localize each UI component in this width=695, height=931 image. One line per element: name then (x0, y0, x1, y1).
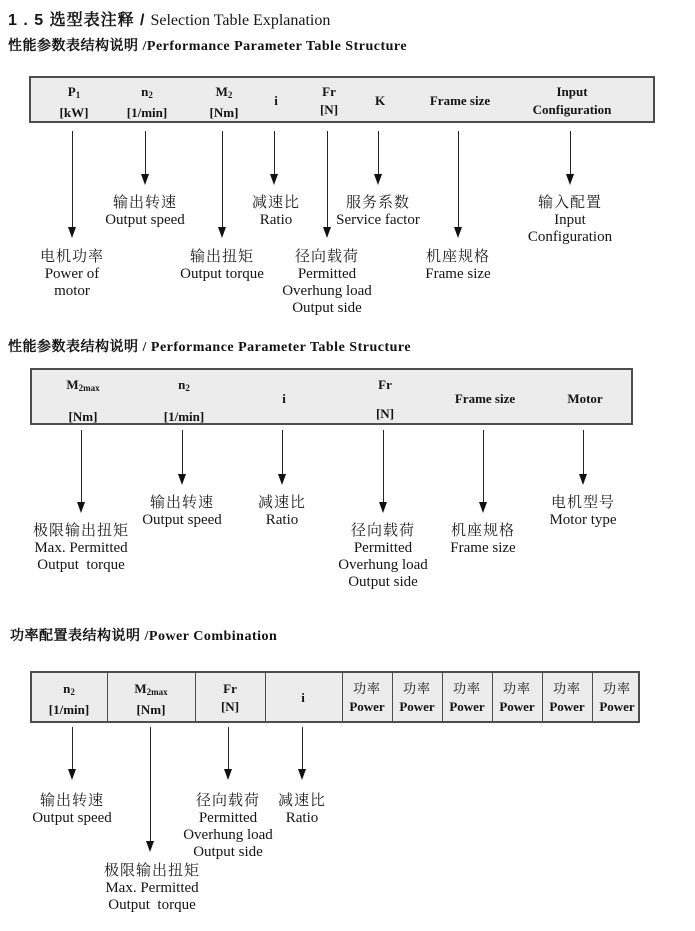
col-header-i (274, 78, 278, 109)
arrow-p1 (72, 131, 73, 227)
callout-motor-type: 电机型号 Motor type (549, 494, 617, 528)
col-header-input-configuration (533, 78, 612, 118)
col-i-symbol: i (301, 690, 305, 705)
arrow-fr (327, 131, 328, 227)
arrow-n2 (145, 131, 146, 174)
col-header-power-2: 功率 Power (399, 681, 435, 714)
table-divider (107, 673, 108, 721)
col-i-symbol: i (274, 93, 278, 108)
section2-table (30, 368, 633, 425)
arrow-i (282, 430, 283, 474)
col-n2-unit: [1/min] (126, 105, 168, 120)
table-divider (592, 673, 593, 721)
col-header-power-4: 功率 Power (499, 681, 535, 714)
callout-ratio: 减速比 Ratio (257, 494, 307, 528)
callout-output-speed: 输出转速 Output speed (142, 494, 222, 528)
section3-table (30, 671, 640, 723)
arrow-fr (383, 430, 384, 502)
col-fr-symbol: Fr (322, 84, 336, 99)
col-k-symbol: K (374, 93, 386, 108)
table-divider (542, 673, 543, 721)
col-header-p1 (60, 78, 89, 121)
col-n2-unit: [1/min] (48, 702, 90, 717)
col-header-power-6: 功率 Power (599, 681, 635, 714)
arrow-k (378, 131, 379, 174)
arrow-motor (583, 430, 584, 474)
col-m2max-unit: [Nm] (68, 409, 98, 424)
arrow-m2 (222, 131, 223, 227)
col-header-m2max (134, 673, 167, 718)
col-m2max-subscript: 2max (146, 687, 168, 697)
col-n2-symbol: n (63, 681, 71, 696)
callout-power-of-motor: 电机功率 Power of motor (39, 248, 105, 299)
table-divider (342, 673, 343, 721)
callout-max-output-torque: 极限输出扭矩 Max. Permitted Output torque (32, 522, 130, 573)
col-header-i (282, 370, 286, 407)
col-header-m2max (66, 370, 99, 425)
col-header-n2 (127, 78, 167, 121)
col-m2max-symbol: M (134, 681, 147, 696)
col-header-n2 (49, 673, 89, 718)
col-fr-symbol: Fr (223, 681, 237, 696)
arrow-n2 (182, 430, 183, 474)
callout-ratio: 减速比 Ratio (277, 792, 327, 826)
callout-overhung-load: 径向载荷 Permitted Overhung load Output side (183, 792, 273, 860)
col-m2-subscript: 2 (227, 90, 233, 100)
col-header-fr (320, 78, 338, 118)
callout-ratio: 减速比 Ratio (251, 194, 301, 228)
callout-overhung-load: 径向载荷 Permitted Overhung load Output side (282, 248, 372, 316)
section1-heading: 性能参数表结构说明 /Performance Parameter Table Structure (8, 39, 408, 54)
arrow-m2max (150, 727, 151, 841)
col-input-line2: Configuration (532, 102, 612, 117)
col-fr-unit: [N] (319, 102, 339, 117)
callout-max-output-torque: 极限输出扭矩 Max. Permitted Output torque (103, 862, 201, 913)
col-n2-subscript: 2 (70, 687, 75, 697)
col-frame-size-label: Frame size (454, 391, 516, 406)
callout-output-speed: 输出转速 Output speed (32, 792, 112, 826)
col-fr-unit: [N] (220, 699, 240, 714)
col-fr-symbol: Fr (378, 377, 392, 392)
col-header-fr (221, 673, 239, 715)
section3-heading: 功率配置表结构说明 /Power Combination (10, 629, 278, 644)
col-p1-symbol: P (67, 84, 76, 99)
table-divider (442, 673, 443, 721)
arrow-i (274, 131, 275, 174)
col-m2max-unit: [Nm] (136, 702, 166, 717)
arrow-fr (228, 727, 229, 769)
col-header-i (301, 673, 305, 706)
col-header-k (375, 78, 385, 109)
callout-frame-size: 机座规格 Frame size (450, 522, 516, 556)
col-p1-subscript: 1 (75, 90, 81, 100)
col-header-fr (376, 370, 394, 422)
col-motor-label: Motor (567, 391, 603, 406)
table-divider (392, 673, 393, 721)
callout-input-configuration: 输入配置 Input Configuration (527, 194, 613, 245)
col-header-power-1: 功率 Power (349, 681, 385, 714)
callout-output-torque: 输出扭矩 Output torque (180, 248, 264, 282)
col-header-frame-size (455, 370, 515, 407)
col-n2-subscript: 2 (185, 383, 190, 393)
col-header-power-3: 功率 Power (449, 681, 485, 714)
table-divider (492, 673, 493, 721)
col-header-frame-size (430, 78, 490, 109)
col-i-symbol: i (282, 391, 286, 406)
col-header-motor (567, 370, 602, 407)
page-title-en: Selection Table Explanation (150, 12, 331, 29)
col-fr-unit: [N] (375, 406, 395, 421)
page-title-zh: 1 . 5 选型表注释 / (8, 12, 146, 29)
col-frame-size-label: Frame size (429, 93, 491, 108)
col-n2-subscript: 2 (148, 90, 153, 100)
arrow-m2max (81, 430, 82, 502)
col-m2max-subscript: 2max (78, 383, 100, 393)
callout-overhung-load: 径向载荷 Permitted Overhung load Output side (338, 522, 428, 590)
col-n2-symbol: n (141, 84, 149, 99)
arrow-frame-size (458, 131, 459, 227)
col-p1-unit: [kW] (59, 105, 89, 120)
col-n2-unit: [1/min] (163, 409, 205, 424)
col-m2max-symbol: M (66, 377, 79, 392)
arrow-frame-size (483, 430, 484, 502)
col-header-m2 (210, 78, 239, 121)
section1-table (29, 76, 655, 123)
section2-heading: 性能参数表结构说明 / Performance Parameter Table Structure (8, 340, 412, 355)
col-input-line1: Input (556, 84, 588, 99)
callout-output-speed: 输出转速 Output speed (105, 194, 185, 228)
col-m2-symbol: M (215, 84, 228, 99)
callout-service-factor: 服务系数 Service factor (336, 194, 420, 228)
col-n2-symbol: n (178, 377, 186, 392)
col-header-power-5: 功率 Power (549, 681, 585, 714)
arrow-input-configuration (570, 131, 571, 174)
arrow-i (302, 727, 303, 769)
table-divider (265, 673, 266, 721)
page-title (8, 7, 330, 30)
arrow-n2 (72, 727, 73, 769)
col-header-n2 (164, 370, 204, 425)
col-m2-unit: [Nm] (209, 105, 239, 120)
callout-frame-size: 机座规格 Frame size (425, 248, 491, 282)
table-divider (195, 673, 196, 721)
